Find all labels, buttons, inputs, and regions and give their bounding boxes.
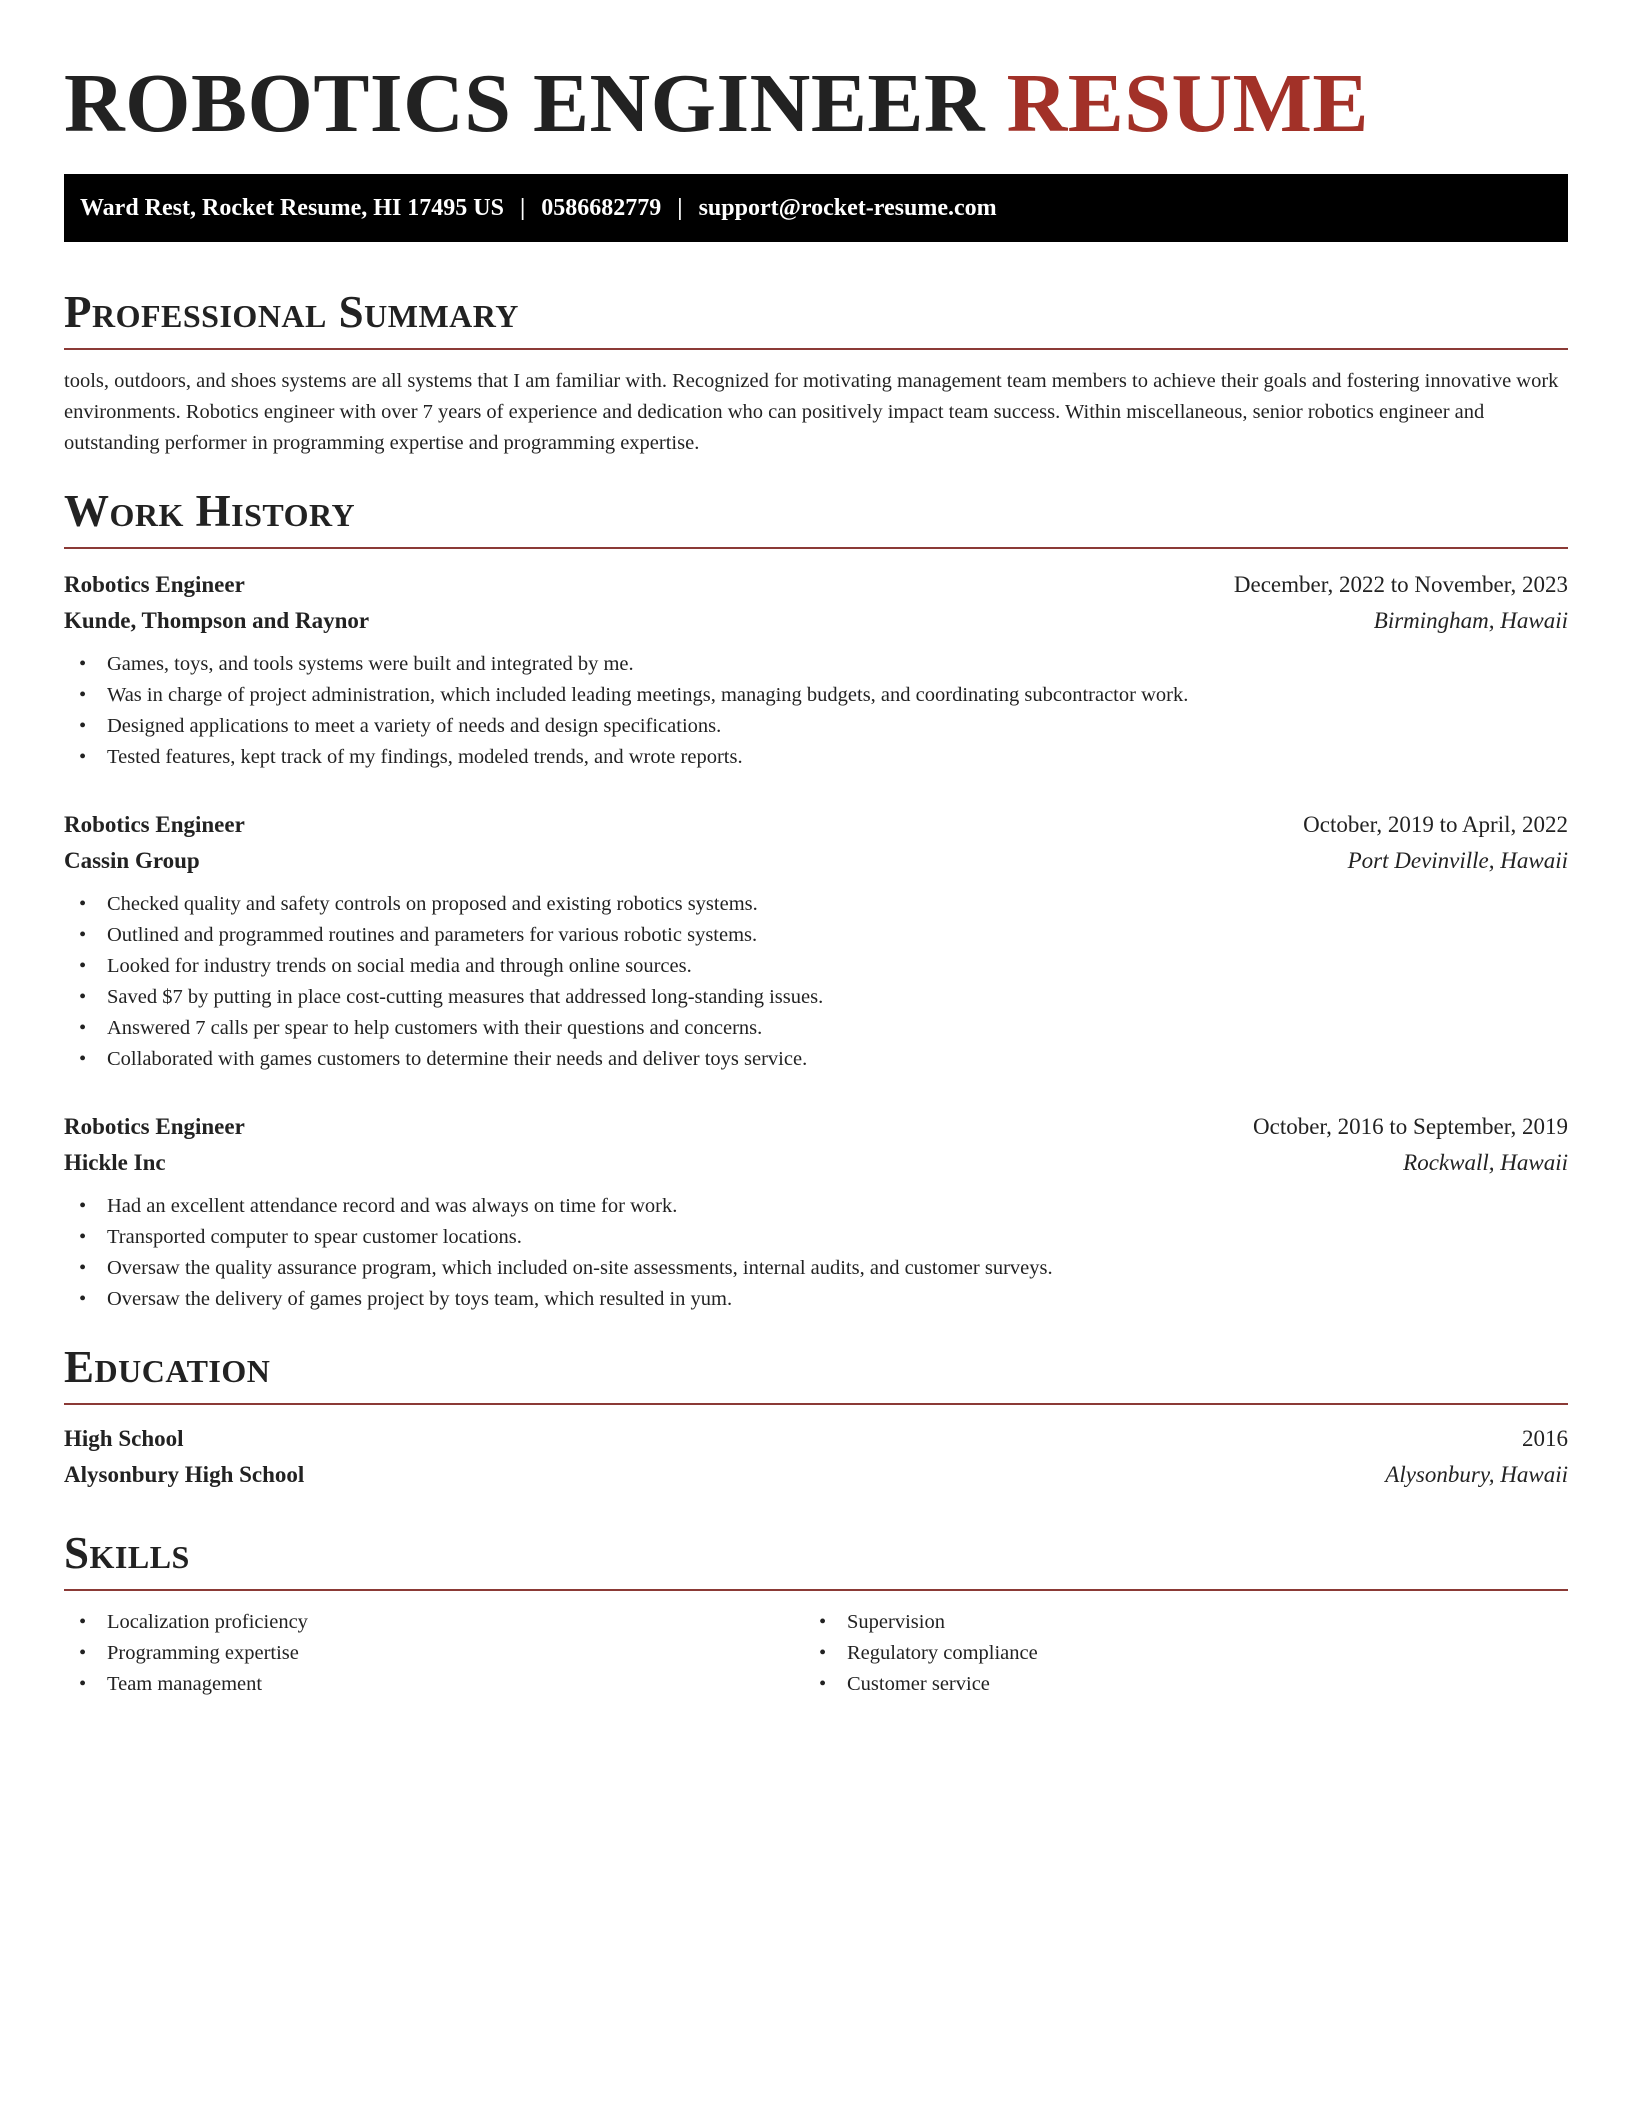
list-item: • Oversaw the quality assurance program, which included on-site assessments, internal audits, and customer surveys. xyxy=(64,1253,1568,1284)
skill-item: • Localization proficiency xyxy=(64,1607,804,1638)
job-bullets xyxy=(64,649,1568,773)
list-item: • Transported computer to spear customer locations. xyxy=(64,1222,1568,1253)
education-degree: High School xyxy=(64,1426,184,1451)
job-header-row xyxy=(64,567,1568,603)
list-item: • Answered 7 calls per spear to help customers with their questions and concerns. xyxy=(64,1013,1568,1044)
resume-title xyxy=(64,56,1568,152)
job-entry xyxy=(64,567,1568,773)
list-item: • Collaborated with games customers to determine their needs and deliver toys service. xyxy=(64,1044,1568,1075)
contact-email: support@rocket-resume.com xyxy=(698,194,997,221)
section-divider xyxy=(64,1403,1568,1405)
skills-column-left xyxy=(64,1607,804,1700)
section-divider xyxy=(64,348,1568,350)
summary-text: tools, outdoors, and shoes systems are all systems that I am familiar with. Recognized for motivating management team members to achieve their goals and fostering innovative work environments. Robotics engineer with over 7 years of experience and dedication who can positively impact team success. Within miscellaneous, senior robotics engineer and outstanding performer in programming expertise and programming expertise. xyxy=(64,370,1559,454)
education-year: 2016 xyxy=(1522,1426,1568,1451)
education-school-row xyxy=(64,1457,1568,1493)
job-location: Rockwall, Hawaii xyxy=(1403,1150,1568,1175)
list-item: • Looked for industry trends on social media and through online sources. xyxy=(64,951,1568,982)
job-dates: October, 2016 to September, 2019 xyxy=(1253,1114,1568,1139)
section-divider xyxy=(64,1589,1568,1591)
section-divider xyxy=(64,547,1568,549)
skill-item: • Supervision xyxy=(804,1607,1544,1638)
list-item: • Saved $7 by putting in place cost-cutting measures that addressed long-standing issues. xyxy=(64,982,1568,1013)
contact-address: Ward Rest, Rocket Resume, HI 17495 US xyxy=(80,194,504,221)
list-item: • Checked quality and safety controls on proposed and existing robotics systems. xyxy=(64,889,1568,920)
contact-separator: | xyxy=(677,194,683,221)
list-item: • Had an excellent attendance record and was always on time for work. xyxy=(64,1191,1568,1222)
list-item: • Games, toys, and tools systems were built and integrated by me. xyxy=(64,649,1568,680)
summary-heading: Professional Summary xyxy=(64,287,519,337)
title-accent: RESUME xyxy=(1006,57,1369,150)
list-item: • Oversaw the delivery of games project by toys team, which resulted in yum. xyxy=(64,1284,1568,1315)
skills-heading: Skills xyxy=(64,1528,190,1578)
work-history-heading: Work History xyxy=(64,486,356,536)
job-bullets xyxy=(64,889,1568,1075)
skills-column-right xyxy=(804,1607,1544,1700)
list-item: • Designed applications to meet a variety of needs and design specifications. xyxy=(64,711,1568,742)
skills-list xyxy=(804,1607,1544,1700)
job-title: Robotics Engineer xyxy=(64,812,245,837)
title-main: ROBOTICS ENGINEER xyxy=(64,57,986,150)
job-entry xyxy=(64,1109,1568,1315)
job-bullets xyxy=(64,1191,1568,1315)
list-item: • Was in charge of project administration, which included leading meetings, managing budgets, and coordinating subcontractor work. xyxy=(64,680,1568,711)
contact-phone: 0586682779 xyxy=(541,194,662,221)
job-company: Kunde, Thompson and Raynor xyxy=(64,608,370,633)
contact-separator: | xyxy=(519,194,526,221)
job-header-row xyxy=(64,807,1568,843)
job-company: Hickle Inc xyxy=(64,1150,166,1175)
skill-item: • Team management xyxy=(64,1669,804,1700)
job-location: Port Devinville, Hawaii xyxy=(1347,848,1568,873)
education-heading: Education xyxy=(64,1342,271,1392)
skill-item: • Customer service xyxy=(804,1669,1544,1700)
list-item: • Outlined and programmed routines and parameters for various robotic systems. xyxy=(64,920,1568,951)
contact-bar xyxy=(64,174,1568,242)
job-company-row xyxy=(64,843,1568,879)
skills-grid xyxy=(64,1607,1568,1700)
job-location: Birmingham, Hawaii xyxy=(1373,608,1568,633)
education-school: Alysonbury High School xyxy=(64,1462,305,1487)
education-header-row xyxy=(64,1421,1568,1457)
list-item: • Tested features, kept track of my findings, modeled trends, and wrote reports. xyxy=(64,742,1568,773)
job-title: Robotics Engineer xyxy=(64,572,245,597)
skills-list xyxy=(64,1607,804,1700)
job-dates: October, 2019 to April, 2022 xyxy=(1303,812,1568,837)
education-entry xyxy=(64,1421,1568,1493)
job-company-row xyxy=(64,1145,1568,1181)
job-entry xyxy=(64,807,1568,1075)
education-location: Alysonbury, Hawaii xyxy=(1385,1462,1568,1487)
job-company-row xyxy=(64,603,1568,639)
job-dates: December, 2022 to November, 2023 xyxy=(1233,572,1568,597)
job-company: Cassin Group xyxy=(64,848,200,873)
job-header-row xyxy=(64,1109,1568,1145)
skill-item: • Regulatory compliance xyxy=(804,1638,1544,1669)
job-title: Robotics Engineer xyxy=(64,1114,245,1139)
skill-item: • Programming expertise xyxy=(64,1638,804,1669)
